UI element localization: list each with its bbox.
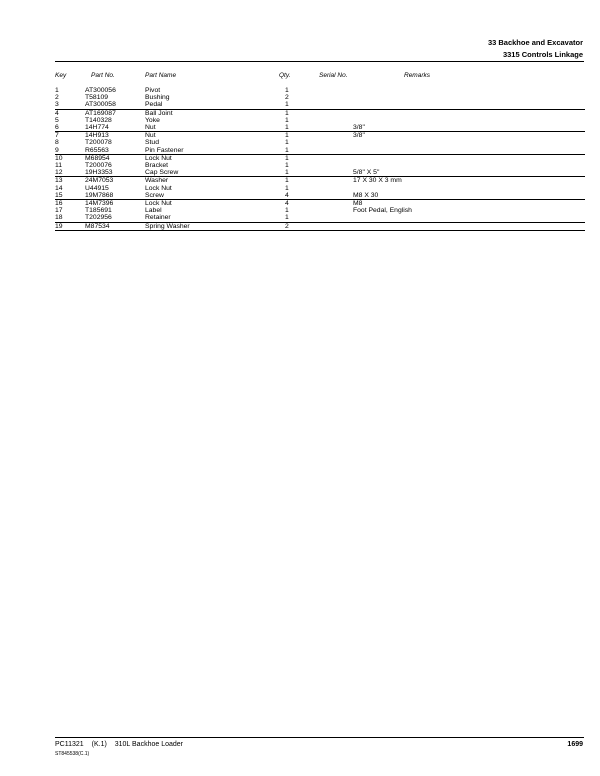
parts-table [55, 87, 585, 231]
serial-number-cell [313, 162, 353, 169]
quantity-cell: 1 [285, 207, 289, 215]
part-number-cell: 14H774 [85, 124, 145, 132]
catalog-number: PC11321 [55, 741, 84, 748]
part-number-cell: 14H913 [85, 132, 109, 140]
table-row [55, 132, 585, 140]
part-name-cell: Nut [145, 132, 156, 140]
part-number-cell: T202956 [85, 214, 145, 222]
quantity-cell: 4 [285, 200, 289, 208]
key-cell: 15 [55, 192, 85, 200]
part-name-cell: Screw [145, 192, 285, 200]
part-number-cell: U44915 [85, 184, 109, 192]
part-name-cell: Washer [145, 177, 169, 185]
table-row [55, 169, 585, 177]
serial-number-cell [313, 214, 353, 222]
key-cell: 9 [55, 147, 85, 155]
quantity-cell: 2 [285, 222, 313, 230]
part-number-cell: T58109 [85, 94, 109, 102]
quantity-cell: 1 [285, 101, 313, 109]
remarks-cell [353, 139, 585, 146]
key-cell: 4 [55, 109, 59, 117]
key-cell: 18 [55, 214, 85, 222]
quantity-cell: 1 [285, 184, 289, 192]
part-number-cell: T200078 [85, 139, 112, 147]
quantity-cell: 1 [285, 214, 313, 222]
table-row [55, 124, 585, 132]
quantity-cell: 1 [285, 116, 289, 124]
quantity-cell: 1 [285, 177, 289, 185]
part-name-cell: Pivot [145, 87, 161, 94]
quantity-cell: 1 [285, 132, 289, 140]
remarks-cell: 3/8" [353, 124, 585, 132]
part-number-cell: 19H3353 [85, 169, 145, 177]
part-number-cell: 14M7396 [85, 200, 114, 208]
part-number-cell: T200076 [85, 162, 112, 170]
table-row [55, 101, 585, 109]
part-number-cell: R65563 [85, 147, 145, 155]
part-number-cell: M87534 [85, 222, 145, 230]
part-name-cell: Bracket [145, 162, 169, 170]
remarks-cell: 17 X 30 X 3 mm [353, 177, 402, 185]
parts-table-body [55, 87, 585, 230]
remarks-cell [353, 162, 585, 169]
serial-number-cell [313, 207, 353, 214]
serial-number-cell [313, 139, 353, 146]
section-title: 33 Backhoe and Excavator [487, 38, 583, 47]
table-row [55, 192, 585, 200]
remarks-cell: M8 X 30 [353, 192, 585, 200]
key-cell: 10 [55, 154, 63, 162]
key-cell: 8 [55, 139, 59, 147]
remarks-cell [353, 87, 585, 94]
table-row [55, 207, 585, 214]
remarks-cell [353, 101, 585, 109]
table-row [55, 117, 585, 124]
key-cell: 7 [55, 132, 59, 140]
footer-divider [55, 737, 584, 738]
key-cell: 3 [55, 101, 85, 109]
table-row [55, 222, 585, 230]
part-name-cell: Cap Screw [145, 169, 285, 177]
part-number-cell: 19M7868 [85, 192, 145, 200]
part-number-cell: 24M7053 [85, 177, 114, 185]
part-number-cell: T185691 [85, 207, 112, 215]
table-row [55, 147, 585, 155]
quantity-cell: 2 [285, 94, 289, 102]
table-row [55, 87, 585, 94]
remarks-cell [353, 109, 585, 117]
quantity-cell: 1 [285, 124, 313, 132]
serial-number-cell [313, 101, 353, 109]
part-name-cell: Spring Washer [145, 222, 285, 230]
key-cell: 19 [55, 222, 85, 230]
quantity-cell: 1 [285, 87, 289, 94]
serial-number-cell [313, 200, 353, 208]
remarks-cell: M8 [353, 200, 363, 208]
remarks-cell: 3/8" [353, 132, 365, 140]
table-row [55, 154, 585, 162]
table-row [55, 177, 585, 185]
key-cell: 11 [55, 162, 63, 170]
remarks-cell [353, 222, 585, 230]
footer-info [55, 741, 189, 748]
quantity-cell: 1 [285, 162, 289, 170]
serial-number-cell [313, 87, 353, 94]
table-row [55, 214, 585, 222]
serial-number-cell [313, 192, 353, 200]
remarks-cell [353, 117, 585, 124]
serial-number-cell [313, 185, 353, 192]
col-header-part-no: Part No. [91, 72, 115, 79]
serial-number-cell [313, 94, 353, 101]
quantity-cell: 1 [285, 109, 289, 117]
part-number-cell: T140328 [85, 116, 112, 124]
serial-number-cell [313, 222, 353, 230]
key-cell: 14 [55, 184, 63, 192]
part-name-cell: Yoke [145, 116, 160, 124]
part-name-cell: Lock Nut [145, 154, 172, 162]
col-header-key: Key [55, 72, 67, 79]
col-header-serial-no: Serial No. [319, 72, 348, 79]
key-cell: 12 [55, 169, 85, 177]
serial-number-cell [313, 109, 353, 117]
key-cell: 2 [55, 94, 59, 102]
document-code: ST845538(C.1) [55, 751, 90, 757]
quantity-cell: 4 [285, 192, 313, 200]
remarks-cell: 5/8" X 5" [353, 169, 585, 177]
key-cell: 1 [55, 87, 59, 94]
part-number-cell: AT300056 [85, 87, 116, 94]
table-row [55, 162, 585, 169]
remarks-cell: Foot Pedal, English [353, 207, 412, 215]
part-name-cell: Lock Nut [145, 200, 172, 208]
quantity-cell: 1 [285, 154, 289, 162]
key-cell: 17 [55, 207, 63, 215]
part-number-cell: AT169087 [85, 109, 116, 117]
remarks-cell [353, 214, 585, 222]
part-name-cell: Nut [145, 124, 285, 132]
quantity-cell: 1 [285, 169, 313, 177]
table-row [55, 200, 585, 208]
subsection-title: 3315 Controls Linkage [502, 50, 583, 59]
part-name-cell: Pin Fastener [145, 147, 285, 155]
key-cell: 16 [55, 200, 63, 208]
part-name-cell: Label [145, 207, 162, 215]
revision: (K.1) [91, 741, 107, 748]
key-cell: 5 [55, 116, 59, 124]
part-name-cell: Lock Nut [145, 184, 172, 192]
col-header-part-name: Part Name [145, 72, 177, 79]
model-name: 310L Backhoe Loader [114, 741, 183, 748]
serial-number-cell [313, 177, 353, 185]
part-number-cell: M68954 [85, 154, 110, 162]
page-number: 1699 [567, 741, 583, 748]
serial-number-cell [313, 132, 353, 140]
part-name-cell: Retainer [145, 214, 285, 222]
remarks-cell [353, 154, 585, 162]
serial-number-cell [313, 117, 353, 124]
table-row [55, 94, 585, 101]
serial-number-cell [313, 154, 353, 162]
serial-number-cell [313, 124, 353, 132]
table-row [55, 109, 585, 117]
table-row [55, 185, 585, 192]
part-number-cell: AT300058 [85, 101, 145, 109]
part-name-cell: Bushing [145, 94, 170, 102]
table-row [55, 139, 585, 146]
key-cell: 6 [55, 124, 85, 132]
col-header-remarks: Remarks [404, 72, 431, 79]
header-divider [55, 61, 584, 62]
col-header-qty: Qty. [279, 72, 291, 79]
part-name-cell: Pedal [145, 101, 285, 109]
key-cell: 13 [55, 177, 63, 185]
serial-number-cell [313, 169, 353, 177]
remarks-cell [353, 185, 585, 192]
quantity-cell: 1 [285, 139, 289, 147]
part-name-cell: Ball Joint [145, 109, 173, 117]
remarks-cell [353, 147, 585, 155]
remarks-cell [353, 94, 585, 101]
part-name-cell: Stud [145, 139, 159, 147]
quantity-cell: 1 [285, 147, 313, 155]
serial-number-cell [313, 147, 353, 155]
page-header [488, 37, 583, 61]
